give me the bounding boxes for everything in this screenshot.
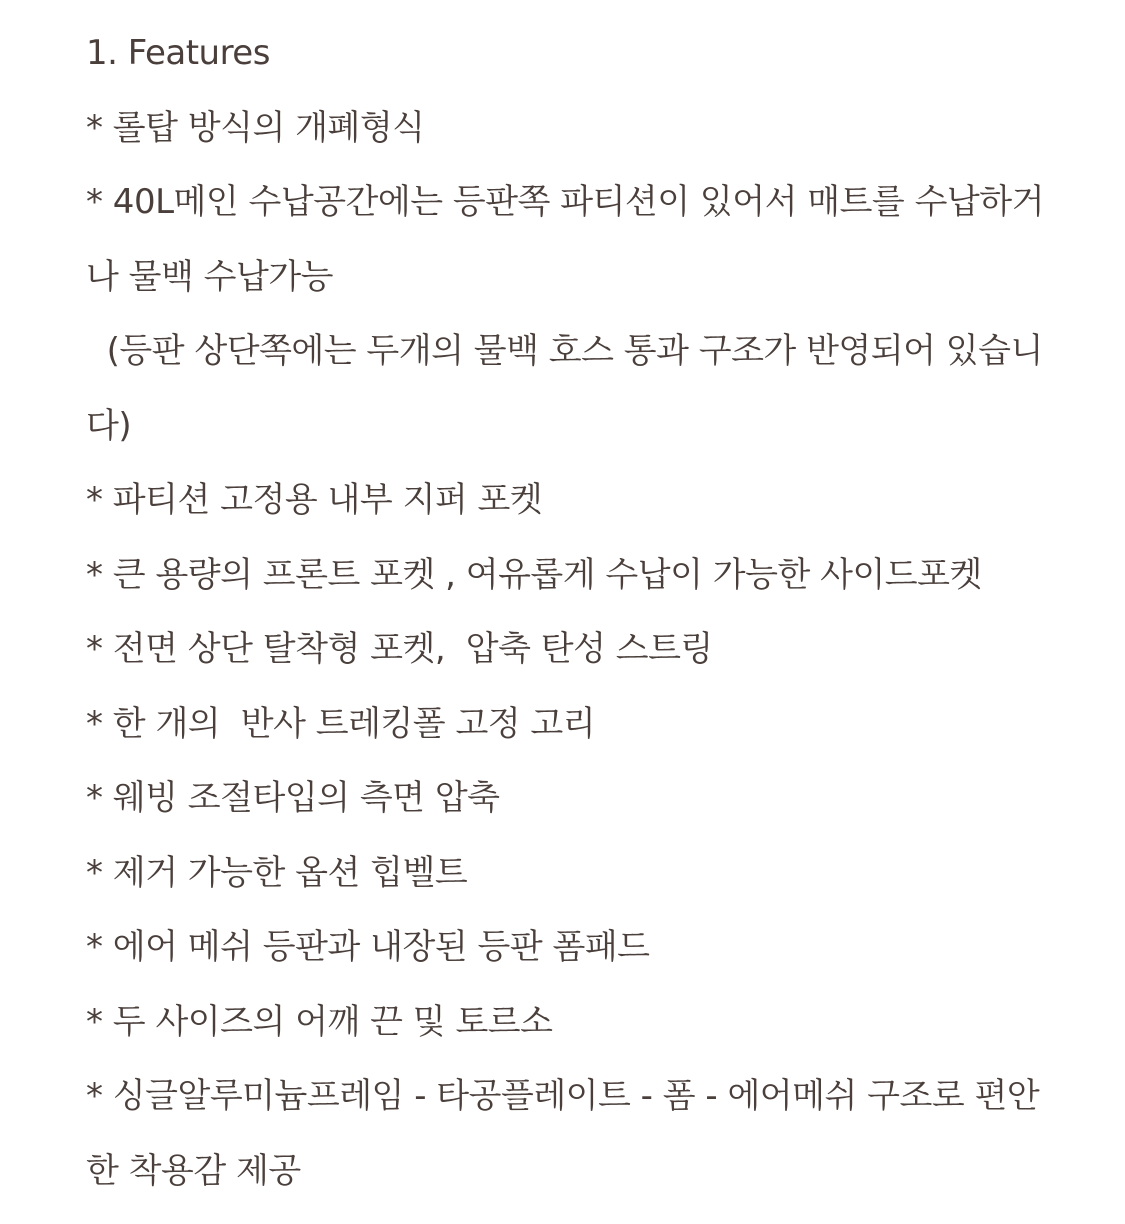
feature-line: 한 착용감 제공 xyxy=(86,1150,301,1191)
feature-line: * 전면 상단 탈착형 포켓, 압축 탄성 스트링 xyxy=(86,629,713,669)
feature-line: * 롤탑 방식의 개폐형식 xyxy=(86,107,425,148)
features-section xyxy=(86,16,1046,1208)
feature-line: * 파티션 고정용 내부 지퍼 포켓 xyxy=(86,480,543,520)
feature-line: (등판 상단쪽에는 두개의 물백 호스 통과 구조가 반영되어 있습니 xyxy=(86,331,1043,371)
feature-line: * 에어 메쉬 등판과 내장된 등판 폼패드 xyxy=(86,927,650,967)
feature-line: * 싱글알루미늄프레임 - 타공플레이트 - 폼 - 에어메쉬 구조로 편안 xyxy=(86,1076,1040,1116)
feature-line: 다) xyxy=(86,405,132,446)
feature-line: * 큰 용량의 프론트 포켓 , 여유롭게 수납이 가능한 사이드포켓 xyxy=(86,554,982,595)
feature-line: * 40L메인 수납공간에는 등판쪽 파티션이 있어서 매트를 수납하거 xyxy=(86,182,1044,222)
feature-line: * 웨빙 조절타입의 측면 압축 xyxy=(86,778,500,818)
feature-line: * 한 개의 반사 트레킹폴 고정 고리 xyxy=(86,703,596,744)
feature-line: 나 물백 수납가능 xyxy=(86,256,334,297)
section-heading: 1. Features xyxy=(86,33,270,73)
feature-line: * 두 사이즈의 어깨 끈 및 토르소 xyxy=(86,1001,553,1042)
feature-line: * 제거 가능한 옵션 힙벨트 xyxy=(86,852,468,893)
